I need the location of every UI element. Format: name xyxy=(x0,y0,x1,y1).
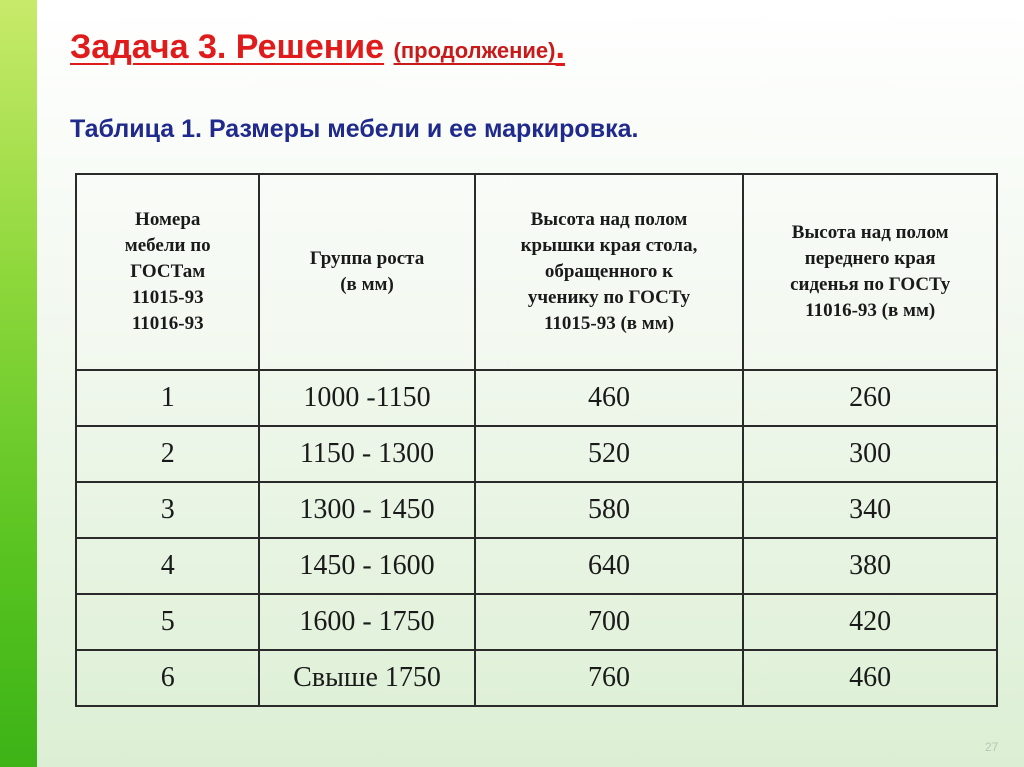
cell-height-group: 1450 - 1600 xyxy=(259,538,474,594)
cell-furniture-number: 1 xyxy=(76,370,259,426)
cell-furniture-number: 6 xyxy=(76,650,259,706)
table-header-row xyxy=(76,174,997,370)
header-furniture-number xyxy=(76,174,259,370)
decorative-side-bar xyxy=(0,0,37,767)
header-line: ГОСТам xyxy=(130,261,206,282)
header-line: Высота над полом xyxy=(530,209,688,230)
cell-table-height: 700 xyxy=(475,594,744,650)
cell-furniture-number: 3 xyxy=(76,482,259,538)
header-line: (в мм) xyxy=(340,274,394,295)
cell-seat-height: 340 xyxy=(743,482,997,538)
table-row xyxy=(76,482,997,538)
header-line: обращенного к xyxy=(544,261,674,282)
cell-table-height: 760 xyxy=(475,650,744,706)
header-line: ученику по ГОСТу xyxy=(527,287,691,308)
header-line: 11015-93 xyxy=(131,287,204,308)
header-line: 11015-93 (в мм) xyxy=(543,313,675,334)
slide-title xyxy=(70,28,565,67)
cell-table-height: 580 xyxy=(475,482,744,538)
cell-table-height: 520 xyxy=(475,426,744,482)
table-row xyxy=(76,594,997,650)
header-line: переднего края xyxy=(804,248,936,269)
table-row xyxy=(76,426,997,482)
header-table-height xyxy=(475,174,744,370)
header-height-group xyxy=(259,174,474,370)
cell-furniture-number: 5 xyxy=(76,594,259,650)
furniture-size-table xyxy=(75,173,998,707)
slide-number: 27 xyxy=(985,740,999,754)
header-line: 11016-93 xyxy=(131,313,204,334)
cell-seat-height: 380 xyxy=(743,538,997,594)
cell-seat-height: 460 xyxy=(743,650,997,706)
cell-table-height: 460 xyxy=(475,370,744,426)
cell-height-group: 1000 -1150 xyxy=(259,370,474,426)
header-line: 11016-93 (в мм) xyxy=(805,300,936,321)
cell-furniture-number: 4 xyxy=(76,538,259,594)
cell-height-group: Свыше 1750 xyxy=(259,650,474,706)
cell-seat-height: 300 xyxy=(743,426,997,482)
header-line: сиденья по ГОСТу xyxy=(790,274,951,295)
cell-height-group: 1150 - 1300 xyxy=(259,426,474,482)
table-row xyxy=(76,538,997,594)
table-row xyxy=(76,650,997,706)
header-line: Группа роста xyxy=(309,248,425,269)
table-header xyxy=(76,174,997,370)
table-row xyxy=(76,370,997,426)
cell-height-group: 1300 - 1450 xyxy=(259,482,474,538)
cell-furniture-number: 2 xyxy=(76,426,259,482)
header-line: Высота над полом xyxy=(791,222,949,243)
slide-title-main: Задача 3. Решение xyxy=(70,28,385,66)
header-line: крышки края стола, xyxy=(520,235,698,256)
header-seat-height xyxy=(743,174,997,370)
cell-height-group: 1600 - 1750 xyxy=(259,594,474,650)
slide-title-subtitle: (продолжение) xyxy=(393,38,556,63)
table-body xyxy=(76,370,997,706)
slide-title-period: . xyxy=(555,28,565,66)
header-line: мебели по xyxy=(124,235,211,256)
cell-seat-height: 420 xyxy=(743,594,997,650)
header-line: Номера xyxy=(135,209,201,230)
cell-table-height: 640 xyxy=(475,538,744,594)
cell-seat-height: 260 xyxy=(743,370,997,426)
table-caption: Таблица 1. Размеры мебели и ее маркировка. xyxy=(70,115,639,143)
